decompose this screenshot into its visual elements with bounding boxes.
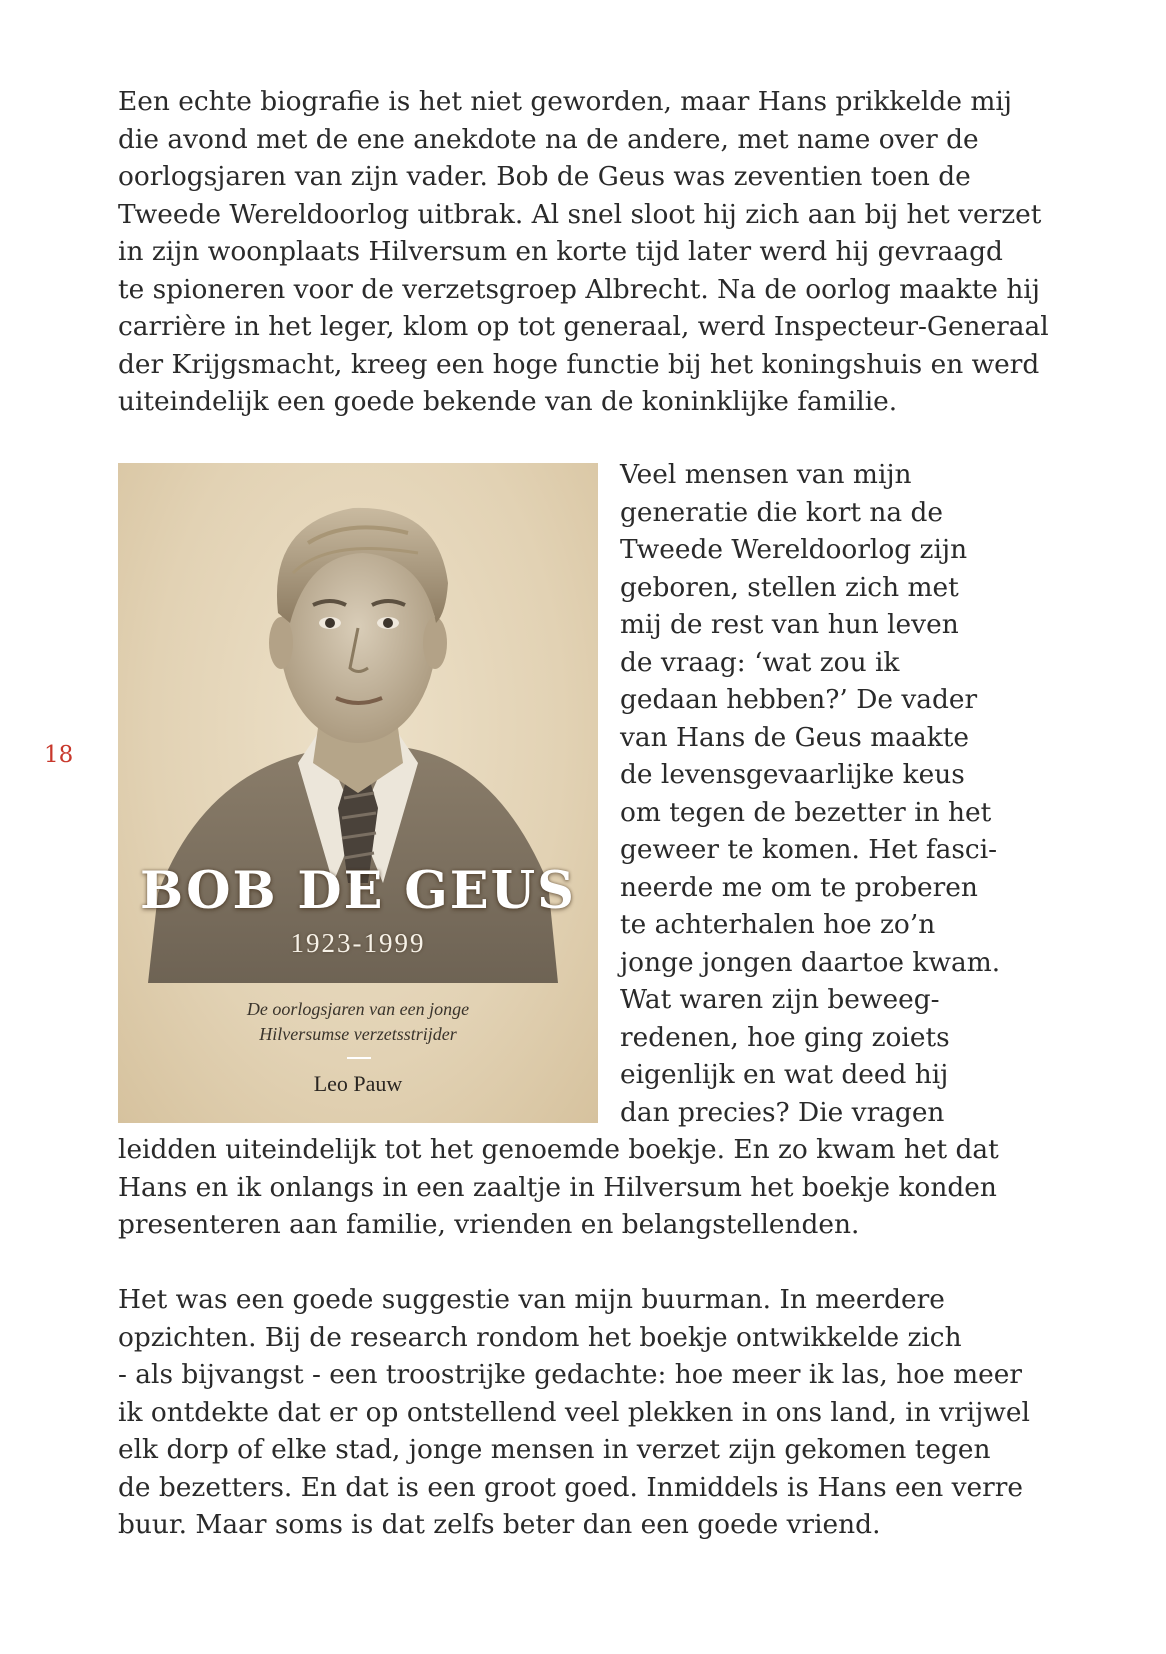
paragraph-line: de bezetters. En dat is een groot goed. Inmiddels is Hans een verre [118, 1471, 1024, 1503]
paragraph-line: Wat waren zijn beweeg- [620, 984, 940, 1015]
paragraph-line: der Krijgsmacht, kreeg een hoge functie bij het koningshuis en werd [118, 348, 1040, 380]
cover-years: 1923-1999 [290, 928, 426, 958]
book-cover-image [118, 463, 598, 1123]
page-number: 18 [44, 742, 74, 768]
paragraph-line: elk dorp of elke stad, jonge mensen in verzet zijn gekomen tegen [118, 1434, 991, 1465]
cover-subtitle [118, 997, 598, 1047]
paragraph-line: uiteindelijk een goede bekende van de koninklijke familie. [118, 386, 898, 417]
paragraph-line: oorlogsjaren van zijn vader. Bob de Geus was zeventien toen de [118, 161, 971, 192]
paragraph-line: gedaan hebben?’ De vader [620, 684, 978, 715]
paragraph-line: de levensgevaarlijke keus [620, 759, 965, 790]
paragraph-line: geweer te komen. Het fasci- [620, 834, 998, 865]
cover-subtitle-line: Hilversumse verzetsstrijder [259, 1024, 457, 1044]
paragraph-2-beside-cover [620, 456, 1040, 1131]
paragraph-line: leidden uiteindelijk tot het genoemde boekje. En zo kwam het dat [118, 1134, 999, 1165]
paragraph-line: om tegen de bezetter in het [620, 796, 992, 828]
paragraph-line: - als bijvangst - een troostrijke gedachte: hoe meer ik las, hoe meer [118, 1359, 1022, 1390]
paragraph-line: eigenlijk en wat deed hij [620, 1059, 949, 1090]
paragraph-line: in zijn woonplaats Hilversum en korte tijd later werd hij gevraagd [118, 236, 1003, 267]
paragraph-line: dan precies? Die vragen [620, 1096, 945, 1128]
paragraph-line: Het was een goede suggestie van mijn buurman. In meerdere [118, 1284, 945, 1315]
paragraph-line: ik ontdekte dat er op ontstellend veel plekken in ons land, in vrijwel [118, 1396, 1030, 1428]
paragraph-line: redenen, hoe ging zoiets [620, 1021, 950, 1053]
paragraph-line: Tweede Wereldoorlog zijn [620, 534, 968, 565]
paragraph-line: carrière in het leger, klom op tot generaal, werd Inspecteur-Generaal [118, 311, 1049, 342]
paragraph-line: jonge jongen daartoe kwam. [620, 946, 1001, 978]
cover-divider [347, 1057, 371, 1059]
paragraph-line: te achterhalen hoe zo’n [620, 909, 936, 940]
cover-subtitle-line: De oorlogsjaren van een jonge [246, 999, 470, 1019]
paragraph-line: Tweede Wereldoorlog uitbrak. Al snel sloot hij zich aan bij het verzet [118, 198, 1042, 230]
paragraph-line: mij de rest van hun leven [620, 609, 959, 640]
paragraph-line: Hans en ik onlangs in een zaaltje in Hilversum het boekje konden [118, 1171, 997, 1203]
paragraph-line: Een echte biografie is het niet geworden, maar Hans prikkelde mij [118, 86, 1012, 117]
paragraph-line: de vraag: ‘wat zou ik [620, 646, 900, 678]
paragraph-line: die avond met de ene anekdote na de andere, met name over de [118, 123, 979, 155]
paragraph-line: te spioneren voor de verzetsgroep Albrecht. Na de oorlog maakte hij [118, 273, 1040, 305]
paragraph-line: van Hans de Geus maakte [620, 721, 969, 753]
cover-title: BOB DE GEUS [140, 861, 576, 921]
paragraph-line: neerde me om te proberen [620, 871, 978, 903]
paragraph-line: opzichten. Bij de research rondom het boekje ontwikkelde zich [118, 1321, 962, 1353]
cover-author: Leo Pauw [313, 1071, 403, 1096]
paragraph-1 [118, 83, 1049, 421]
paragraph-line: Veel mensen van mijn [620, 459, 912, 490]
paragraph-line: buur. Maar soms is dat zelfs beter dan een goede vriend. [118, 1509, 881, 1540]
paragraph-line: geboren, stellen zich met [620, 571, 959, 603]
paragraph-line: generatie die kort na de [620, 496, 943, 528]
paragraph-line: presenteren aan familie, vrienden en belangstellenden. [118, 1209, 860, 1240]
paragraph-2-below-cover [118, 1131, 1018, 1244]
paragraph-3 [118, 1281, 1030, 1544]
